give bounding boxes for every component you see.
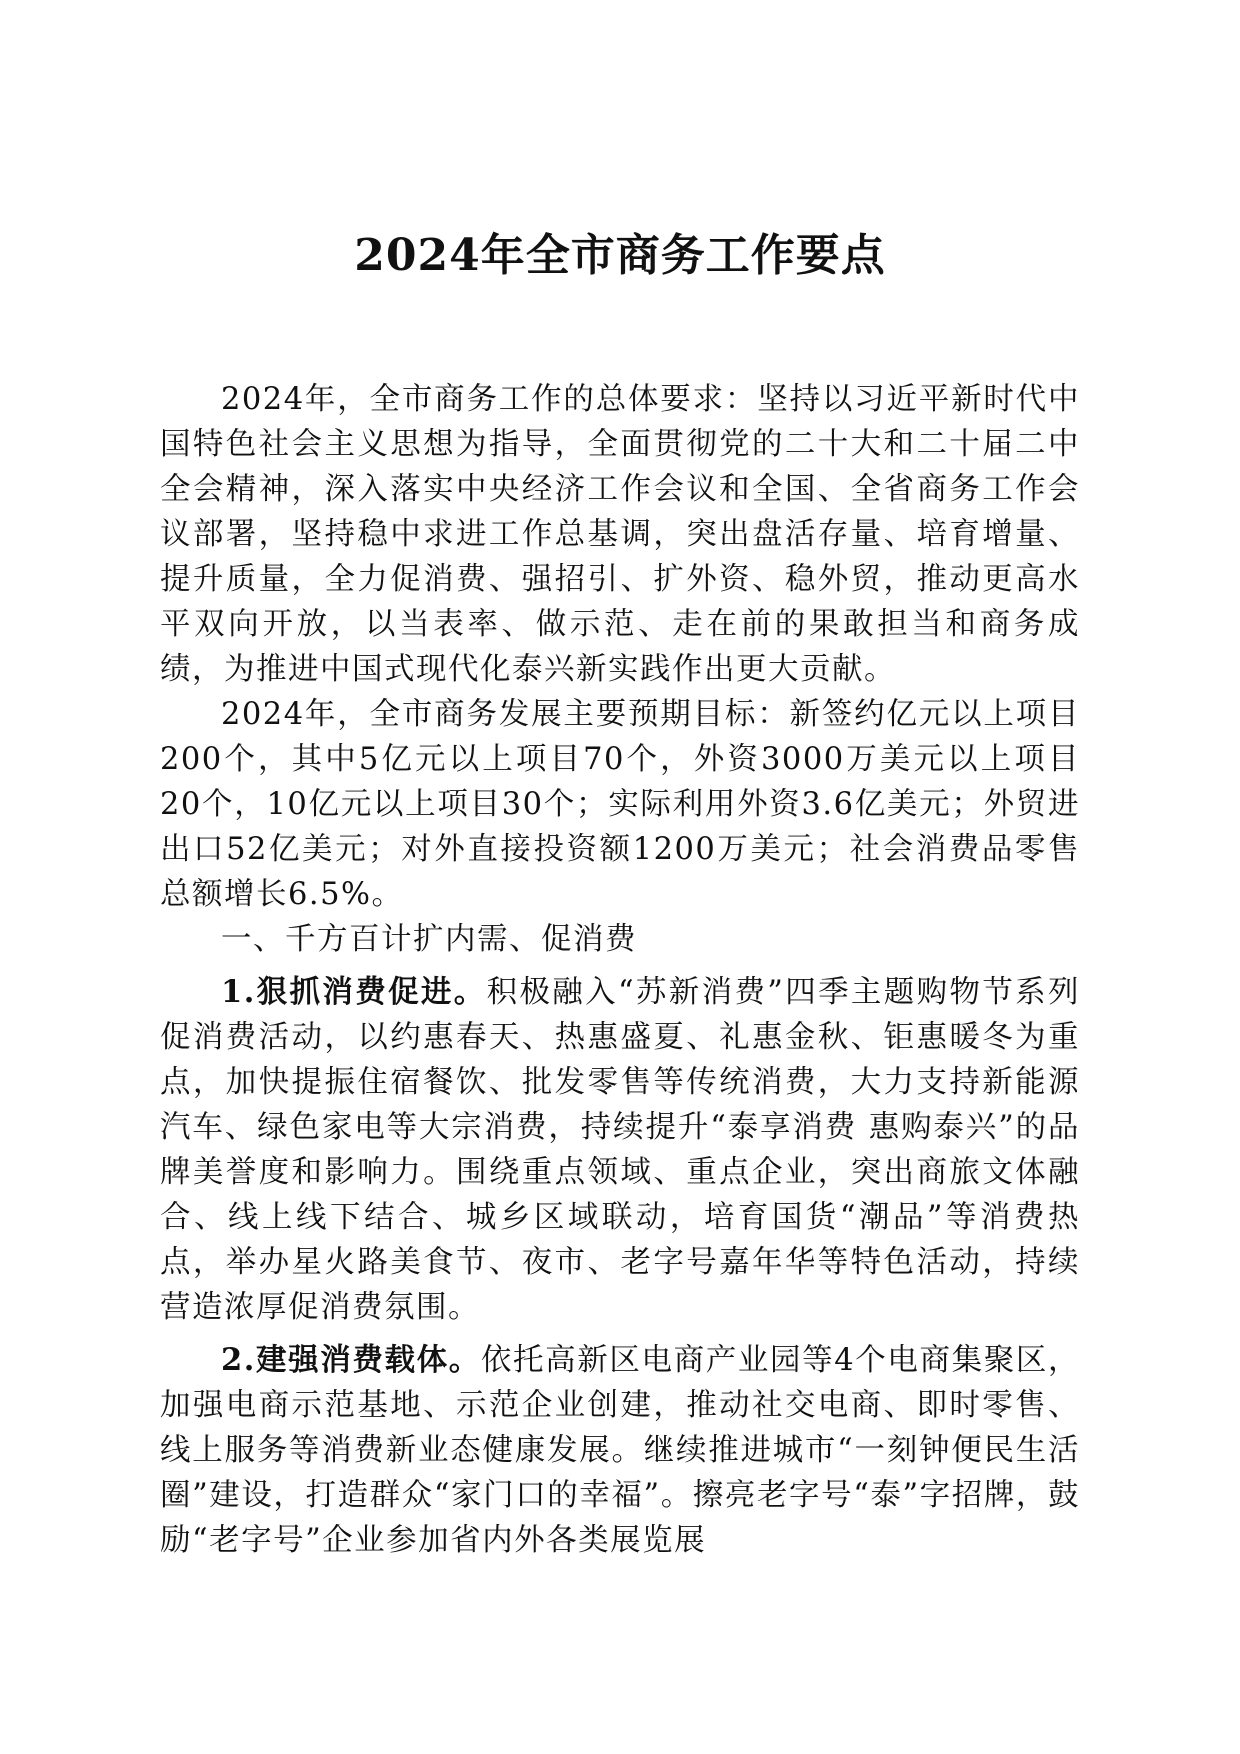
section-heading: 一、千方百计扩内需、促消费 (221, 922, 637, 957)
list-item (160, 970, 1080, 1330)
item-text: 依托高新区电商产业园等4个电商集聚区，加强电商示范基地、示范企业创建，推动社交电商、即时零售、线上服务等消费新业态健康发展。继续推进城市“一刻钟便民生活圈”建设，打造群众“家门口的幸福”。擦亮老字号“泰”字招牌，鼓励“老字号”企业参加省内外各类展览展 (160, 1343, 1080, 1558)
item-lead: 1.狠抓消费促进。 (221, 974, 487, 1010)
item-lead: 2.建强消费载体。 (221, 1342, 481, 1378)
list-item (160, 1338, 1080, 1563)
paragraph-general-requirements: 2024年，全市商务工作的总体要求：坚持以习近平新时代中国特色社会主义思想为指导，全面贯彻党的二十大和二十届二中全会精神，深入落实中央经济工作会议和全国、全省商务工作会议部署，坚持稳中求进工作总基调，突出盘活存量、培育增量、提升质量，全力促消费、强招引、扩外资、稳外贸，推动更高水平双向开放，以当表率、做示范、走在前的果敢担当和商务成绩，为推进中国式现代化泰兴新实践作出更大贡献。 (160, 382, 1080, 687)
document-title: 2024年全市商务工作要点 (354, 230, 886, 281)
document-body (160, 377, 1080, 1563)
paragraph-expected-targets: 2024年，全市商务发展主要预期目标：新签约亿元以上项目200个，其中5亿元以上项目70个，外资3000万美元以上项目20个，10亿元以上项目30个；实际利用外资3.6亿美元；外贸进出口52亿美元；对外直接投资额1200万美元；社会消费品零售总额增长6.5%。 (160, 697, 1080, 912)
item-text: 积极融入“苏新消费”四季主题购物节系列促消费活动，以约惠春天、热惠盛夏、礼惠金秋、钜惠暖冬为重点，加快提振住宿餐饮、批发零售等传统消费，大力支持新能源汽车、绿色家电等大宗消费，持续提升“泰享消费 惠购泰兴”的品牌美誉度和影响力。围绕重点领域、重点企业，突出商旅文体融合、线上线下结合、城乡区域联动，培育国货“潮品”等消费热点，举办星火路美食节、夜市、老字号嘉年华等特色活动，持续营造浓厚促消费氛围。 (160, 975, 1081, 1325)
